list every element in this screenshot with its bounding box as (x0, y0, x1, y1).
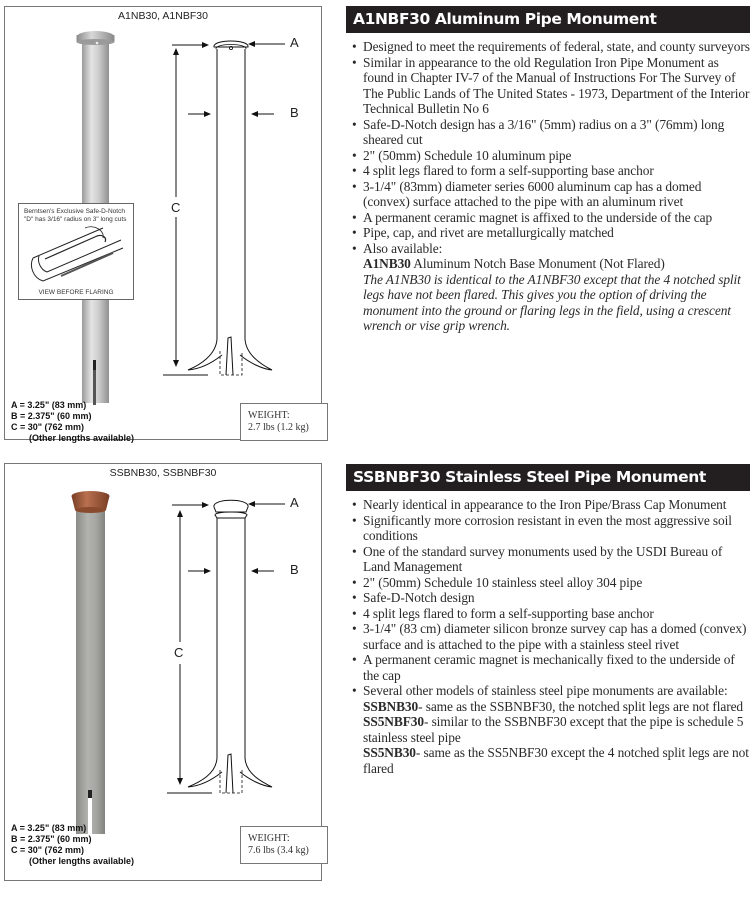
list-item: • 2" (50mm) Schedule 10 aluminum pipe (352, 147, 572, 163)
list-item: • 4 split legs flared to form a self-supporting base anchor (352, 605, 654, 621)
list-item: • One of the standard survey monuments used by the USDI Bureau of Land Management (352, 543, 723, 574)
list-item: • 2" (50mm) Schedule 10 stainless steel alloy 304 pipe (352, 574, 643, 590)
list-item: • Significantly more corrosion resistant in even the most aggressive soil conditions (352, 512, 732, 543)
list-item: • Designed to meet the requirements of federal, state, and county surveyors (352, 39, 750, 54)
weight-value: 7.6 lbs (3.4 kg) (248, 845, 309, 856)
also-available-model: A1NB30 Aluminum Notch Base Monument (Not Flared) (363, 256, 665, 271)
list-item: • Several other models of stainless steel pipe monuments are available: SSBNB30- same as the SSBNBF30, the notched split legs are not flared SS5NBF30- similar to the SSBNBF30 except that the pipe is schedule 5 stainless steel pipe SS5NB30- same as the SS5NBF30 except the 4 notched split legs are not flared (352, 683, 749, 776)
dimension-b: B = 2.375" (60 mm) (11, 411, 92, 421)
bullet-icon: • (352, 209, 357, 225)
feature-list (346, 39, 750, 334)
bullet-icon: • (352, 652, 357, 667)
dimension-c: C = 30" (762 mm) (11, 422, 85, 432)
other-model-ss5nbf30: SS5NBF30- similar to the SSBNBF30 except that the pipe is schedule 5 stainless steel pipe (363, 714, 744, 745)
list-item: • 4 split legs flared to form a self-supporting base anchor (352, 163, 654, 178)
weight-box (240, 403, 328, 441)
aluminum-description (346, 6, 750, 334)
dimension-note: (Other lengths available) (29, 433, 135, 443)
dimension-label-c: C (171, 200, 181, 215)
list-item: • A permanent ceramic magnet is affixed to the underside of the cap (352, 209, 713, 225)
dimension-c: C = 30" (762 mm) (11, 845, 85, 855)
stainless-description (346, 464, 750, 776)
list-item: • Safe-D-Notch design (352, 590, 475, 605)
feature-list (346, 497, 750, 776)
weight-label: WEIGHT: (248, 833, 290, 844)
figure-title: A1NB30, A1NBF30 (118, 10, 208, 22)
dimension-list (11, 400, 134, 444)
weight-box (240, 826, 328, 864)
bullet-icon: • (352, 683, 357, 698)
list-item: • Also available: A1NB30 Aluminum Notch Base Monument (Not Flared) The A1NB30 is identical to the A1NBF30 except that the 4 notched split legs have not been flared. This gives you the option of driving the monument into the ground or flaring legs in the field, using a crescent wrench or vise grip wrench. (348, 241, 750, 334)
weight-label: WEIGHT: (248, 410, 290, 421)
bullet-icon: • (352, 39, 357, 54)
list-item: • Nearly identical in appearance to the Iron Pipe/Brass Cap Monument (352, 497, 727, 512)
dimension-label-a: A (290, 495, 299, 510)
dimension-label-a: A (290, 35, 299, 50)
stainless-pipe-photo (69, 490, 113, 838)
dimension-note: (Other lengths available) (29, 856, 135, 866)
dimension-list (11, 823, 134, 867)
stainless-dimension-drawing (160, 482, 320, 822)
list-item: • A permanent ceramic magnet is mechanically fixed to the underside of the cap (352, 652, 735, 683)
inset-caption: VIEW BEFORE FLARING (38, 289, 114, 296)
list-item: • Safe-D-Notch design has a 3/16" (5mm) radius on a 3" (76mm) long sheared cut (352, 116, 725, 147)
figure-title: SSBNB30, SSBNBF30 (109, 467, 217, 479)
bullet-icon: • (352, 116, 357, 132)
dimension-b: B = 2.375" (60 mm) (11, 834, 92, 844)
safe-d-notch-inset (18, 203, 134, 300)
list-item: • 3-1/4" (83mm) diameter series 6000 aluminum cap has a domed (convex) surface attached to the pipe with an aluminum rivet (352, 178, 702, 209)
bullet-icon: • (352, 178, 357, 194)
bullet-icon: • (352, 574, 357, 590)
bullet-icon: • (352, 240, 357, 256)
bullet-icon: • (352, 163, 357, 178)
dimension-a: A = 3.25" (83 mm) (11, 400, 87, 410)
dimension-label-b: B (290, 105, 299, 120)
also-available-note: The A1NB30 is identical to the A1NBF30 except that the 4 notched split legs have not been flared. This gives you the option of driving the monument into the ground or flaring legs in the field, using a crescent wrench or vise grip wrench. (363, 271, 741, 333)
notch-illustration (25, 226, 129, 286)
bullet-icon: • (352, 54, 357, 70)
aluminum-figure-panel (4, 6, 322, 443)
bullet-icon: • (352, 590, 357, 605)
dimension-a: A = 3.25" (83 mm) (11, 823, 87, 833)
other-model-ss5nb30: SS5NB30- same as the SS5NBF30 except the 4 notched split legs are not flared (363, 745, 749, 776)
weight-value: 2.7 lbs (1.2 kg) (248, 422, 309, 433)
bullet-icon: • (352, 497, 357, 512)
bullet-icon: • (352, 621, 357, 636)
bullet-icon: • (352, 147, 357, 163)
bullet-icon: • (352, 512, 357, 528)
bullet-icon: • (352, 543, 357, 559)
list-item: • 3-1/4" (83 cm) diameter silicon bronze survey cap has a domed (convex) surface and is attached to the pipe with a stainless steel rivet (352, 621, 747, 652)
stainless-figure-panel (4, 463, 322, 881)
dimension-label-c: C (174, 645, 184, 660)
dimension-label-b: B (290, 562, 299, 577)
section-header: SSBNBF30 Stainless Steel Pipe Monument (346, 464, 750, 491)
section-header: A1NBF30 Aluminum Pipe Monument (346, 6, 750, 33)
list-item: • Pipe, cap, and rivet are metallurgically matched (352, 225, 614, 240)
other-model-ssbnb30: SSBNB30- same as the SSBNBF30, the notched split legs are not flared (363, 698, 744, 714)
aluminum-dimension-drawing (160, 25, 320, 395)
bullet-icon: • (352, 225, 357, 240)
list-item: • Similar in appearance to the old Regulation Iron Pipe Monument as found in Chapter IV-7 of the Manual of Instructions For The Survey of The Public Lands of The United States - 1973, Department of the Interior Technical Bulletin No 6 (352, 54, 750, 116)
safe-d-notch-note: Berntsen's Exclusive Safe-D-Notch "D" has 3/16" radius on 3" long cuts (24, 208, 127, 223)
bullet-icon: • (352, 605, 357, 621)
